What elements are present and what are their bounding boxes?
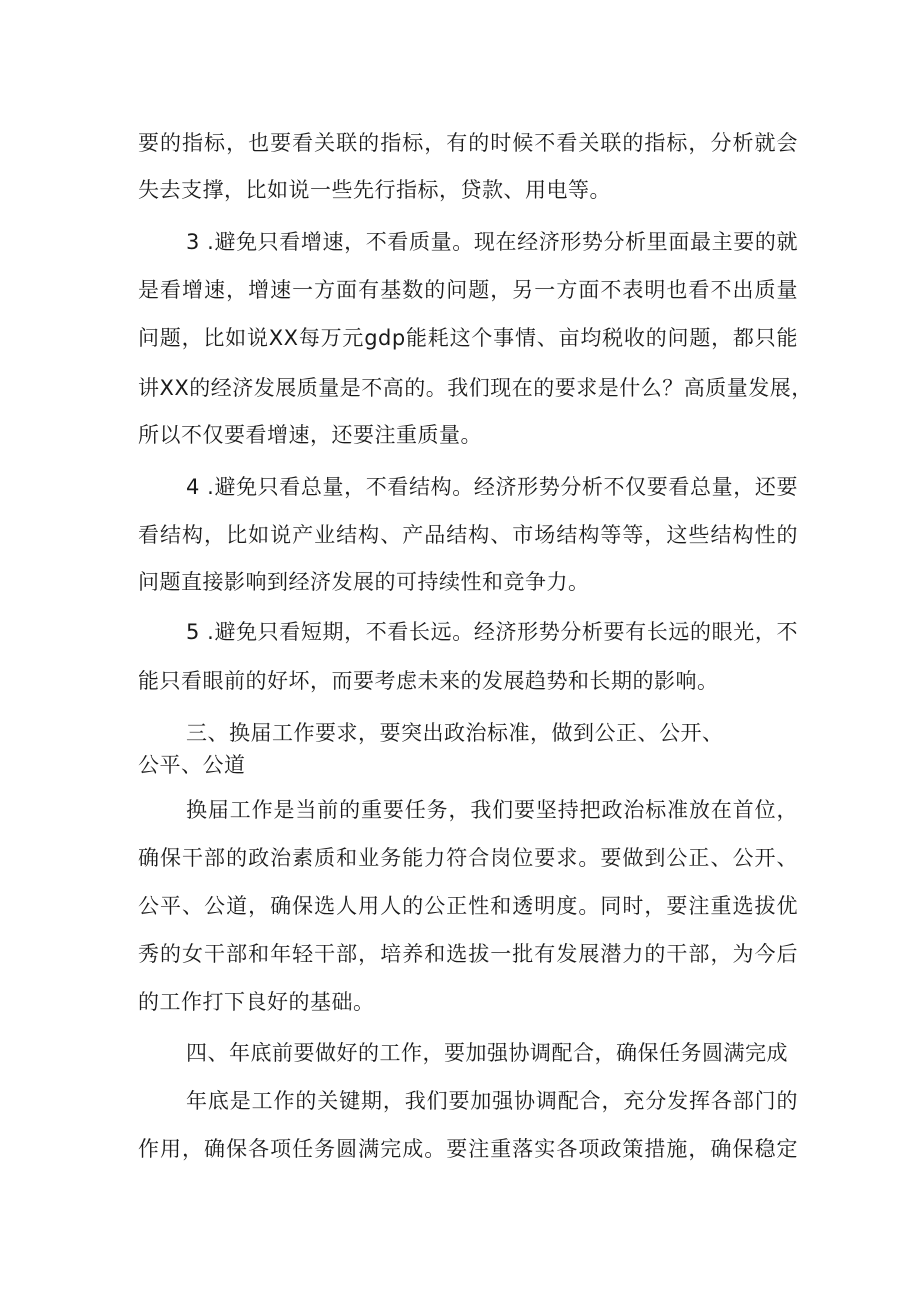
paragraph-line: 5 .避免只看短期，不看长远。经济形势分析要有长远的眼光，不 (186, 620, 798, 644)
section-heading: 公平、公道 (138, 753, 246, 777)
paragraph-line: 看结构，比如说产业结构、产品结构、市场结构等等，这些结构性的 (138, 523, 798, 547)
paragraph-line: 问题直接影响到经济发展的可持续性和竞争力。 (138, 570, 590, 594)
paragraph-line: 要的指标，也要看关联的指标，有的时候不看关联的指标，分析就会 (138, 131, 798, 155)
section-heading: 四、年底前要做好的工作，要加强协调配合，确保任务圆满完成 (186, 1041, 788, 1065)
paragraph-line: 4 .避免只看总量，不看结构。经济形势分析不仅要看总量，还要 (186, 475, 798, 499)
paragraph-line: 失去支撑，比如说一些先行指标，贷款、用电等。 (138, 178, 611, 202)
paragraph-line: 3 .避免只看增速，不看质量。现在经济形势分析里面最主要的就 (186, 230, 798, 254)
paragraph-line: 的工作打下良好的基础。 (138, 990, 375, 1014)
paragraph-line: 问题，比如说XX每万元gdp能耗这个事情、亩均税收的问题，都只能 (138, 326, 798, 350)
paragraph-line: 公平、公道，确保选人用人的公正性和透明度。同时，要注重选拔优 (138, 894, 798, 918)
paragraph-line: 秀的女干部和年轻干部，培养和选拔一批有发展潜力的干部，为今后 (138, 942, 798, 966)
paragraph-line: 作用，确保各项任务圆满完成。要注重落实各项政策措施，确保稳定 (138, 1137, 798, 1161)
section-heading: 三、换届工作要求，要突出政治标准，做到公正、公开、 (186, 721, 724, 745)
paragraph-line: 所以不仅要看增速，还要注重质量。 (138, 423, 482, 447)
paragraph-line: 能只看眼前的好坏，而要考虑未来的发展趋势和长期的影响。 (138, 669, 719, 693)
paragraph-line: 换届工作是当前的重要任务，我们要坚持把政治标准放在首位， (186, 798, 798, 822)
paragraph-line: 确保干部的政治素质和业务能力符合岗位要求。要做到公正、公开、 (138, 846, 798, 870)
paragraph-line: 讲XX的经济发展质量是不高的。我们现在的要求是什么？高质量发展， (138, 376, 813, 400)
paragraph-line: 年底是工作的关键期，我们要加强协调配合，充分发挥各部门的 (186, 1089, 798, 1113)
paragraph-line: 是看增速，增速一方面有基数的问题，另一方面不表明也看不出质量 (138, 278, 798, 302)
